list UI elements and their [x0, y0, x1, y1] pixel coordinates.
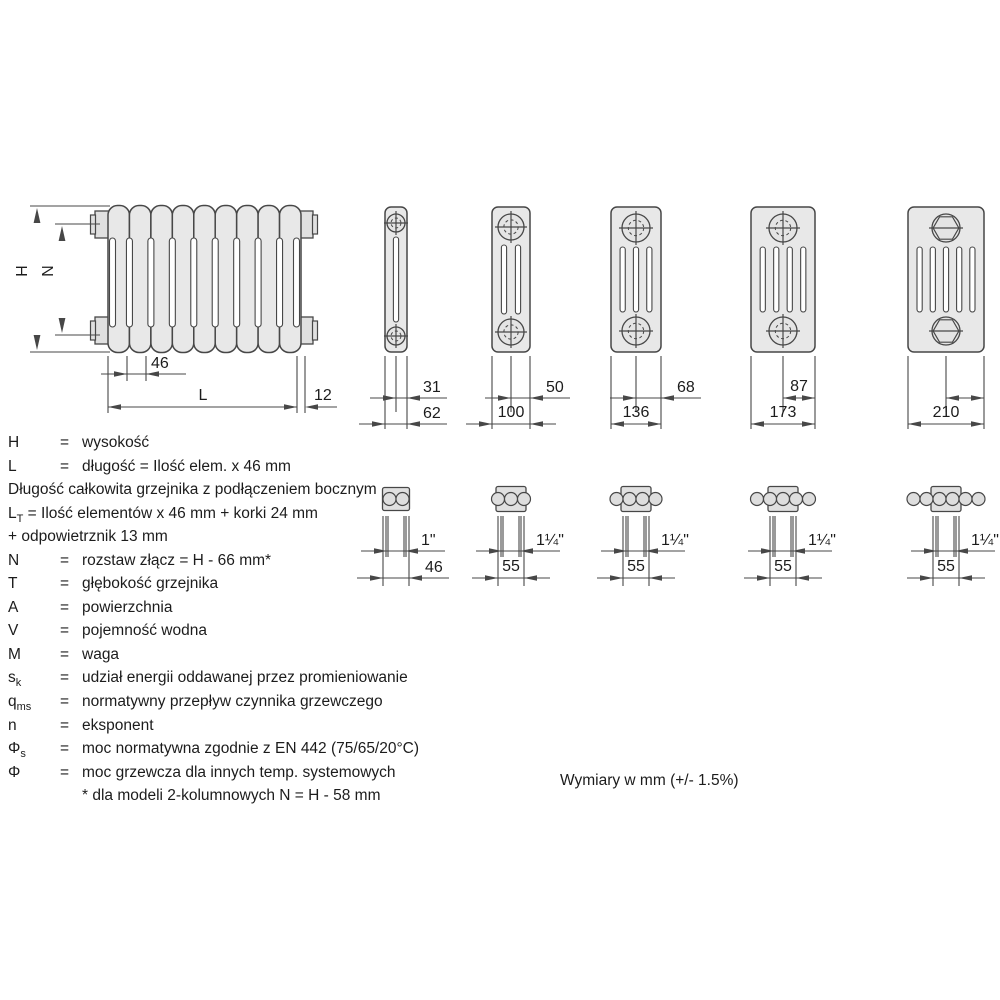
legend-row	[8, 784, 508, 808]
legend-description: rozstaw złącz = H - 66 mm*	[82, 551, 272, 569]
top-view-column-circle	[518, 493, 531, 506]
section-slot	[774, 247, 779, 312]
top-view-column-circle	[790, 493, 803, 506]
dimensions-note: Wymiary w mm (+/- 1.5%)	[560, 772, 739, 789]
element-slot	[191, 238, 197, 327]
dim-connection-5col	[744, 516, 836, 586]
connection-size-label: 1¼"	[661, 532, 689, 549]
top-view-column-circle	[623, 493, 636, 506]
legend-row	[8, 690, 508, 714]
legend-row	[8, 478, 508, 502]
legend-description: waga	[82, 645, 120, 663]
legend-symbol: M	[8, 645, 21, 663]
element-slot	[277, 238, 283, 327]
cross-section-6col	[908, 207, 984, 352]
section-slot	[787, 247, 792, 312]
depth-total-label: 136	[622, 404, 650, 421]
legend-row	[8, 572, 508, 596]
cross-section-5col	[751, 207, 815, 352]
top-view-4col	[610, 487, 662, 512]
legend-symbol: Φ	[8, 763, 21, 781]
element-pitch-label: 46	[425, 559, 443, 576]
top-view-column-circle	[777, 493, 790, 506]
section-slot	[515, 245, 520, 314]
legend-equals: =	[60, 693, 70, 711]
top-view-column-circle	[764, 493, 777, 506]
legend-description: normatywny przepływ czynnika grzewczego	[82, 693, 383, 711]
legend-row	[8, 596, 508, 620]
dim-depth-5col	[751, 356, 815, 429]
connection-size-label: 1¼"	[808, 532, 836, 549]
legend-row	[8, 619, 508, 643]
section-slot	[501, 245, 506, 314]
top-view-column-circle	[972, 493, 985, 506]
top-view-5col	[751, 487, 816, 512]
legend-description: wysokość	[82, 434, 150, 451]
section-slot	[930, 247, 935, 312]
dim-label-element-pitch: 46	[151, 355, 169, 372]
top-view-column-circle	[920, 493, 933, 506]
bushing-cap	[313, 321, 318, 340]
depth-total-label: 100	[497, 404, 525, 421]
element-pitch-label: 55	[774, 558, 792, 575]
section-slot	[393, 237, 398, 322]
connection-size-label: 1"	[421, 532, 436, 549]
legend-row	[8, 549, 508, 573]
legend-symbol: V	[8, 622, 19, 640]
element-slot	[294, 238, 300, 327]
legend-row	[8, 502, 508, 526]
legend-description: moc normatywna zgodnie z EN 442 (75/65/20°C)	[82, 740, 420, 758]
legend-equals: =	[60, 457, 70, 475]
dim-connection-6col	[907, 516, 999, 586]
dim-depth-3col	[466, 356, 570, 429]
front-view-radiator	[91, 206, 318, 353]
legend-equals: =	[60, 575, 70, 593]
section-slot	[801, 247, 806, 312]
depth-half-label: 31	[423, 379, 441, 396]
connection-size-label: 1¼"	[971, 532, 999, 549]
top-view-column-circle	[933, 493, 946, 506]
legend-symbol: L	[8, 457, 17, 475]
legend-text: $L_T$ = Ilość elementów x 46 mm + korki 24 mm	[8, 504, 318, 525]
element-slot	[148, 238, 154, 327]
element-slot	[126, 238, 132, 327]
dim-label-spacing: N	[38, 265, 55, 277]
legend-row	[8, 666, 508, 690]
dim-label-side-stub: 12	[314, 387, 332, 404]
legend-symbol: N	[8, 551, 20, 569]
legend-row	[8, 643, 508, 667]
top-view-column-circle	[959, 493, 972, 506]
element-slot	[110, 238, 116, 327]
section-slot	[647, 247, 652, 312]
section-slot	[943, 247, 948, 312]
legend-description: eksponent	[82, 716, 154, 734]
element-pitch-label: 55	[937, 558, 955, 575]
legend-equals: =	[60, 434, 70, 451]
depth-total-label: 210	[932, 404, 960, 421]
top-view-6col	[907, 487, 985, 512]
depth-half-label: 87	[790, 378, 808, 395]
element-pitch-label: 55	[502, 558, 520, 575]
section-slot	[917, 247, 922, 312]
legend-equals: =	[60, 551, 70, 569]
dim-depth-2col	[359, 356, 447, 429]
legend-equals: =	[60, 740, 70, 758]
legend-footnote: * dla modeli 2-kolumnowych N = H - 58 mm	[82, 787, 381, 805]
legend-equals: =	[60, 716, 70, 734]
legend-description: powierzchnia	[82, 598, 173, 616]
dim-label-length: L	[198, 387, 208, 404]
dim-depth-4col	[610, 356, 701, 429]
cross-section-2col	[384, 207, 408, 352]
cross-section-3col	[492, 207, 530, 352]
legend-description: pojemność wodna	[82, 622, 207, 640]
depth-half-label: 68	[677, 379, 695, 396]
depth-total-label: 173	[769, 404, 797, 421]
legend-equals: =	[60, 645, 70, 663]
section-slot	[760, 247, 765, 312]
element-slot	[234, 238, 240, 327]
top-view-column-circle	[946, 493, 959, 506]
legend-symbol: n	[8, 716, 17, 734]
section-slot	[970, 247, 975, 312]
legend-symbol: $\Phi_s$	[8, 740, 26, 761]
legend-symbol: H	[8, 434, 20, 451]
element-pitch-label: 55	[627, 558, 645, 575]
dim-connection-4col	[597, 516, 689, 586]
cross-section-4col	[611, 207, 661, 352]
legend-equals: =	[60, 598, 70, 616]
bushing-cap	[313, 215, 318, 234]
connection-size-label: 1¼"	[536, 532, 564, 549]
legend-equals: =	[60, 763, 70, 781]
legend-description: moc grzewcza dla innych temp. systemowych	[82, 763, 396, 781]
dim-depth-6col	[908, 356, 1000, 429]
element-slot	[169, 238, 175, 327]
legend-row	[8, 714, 508, 738]
top-view-column-circle	[907, 493, 920, 506]
connection-bushing	[95, 317, 109, 344]
section-slot	[620, 247, 625, 312]
top-view-column-circle	[751, 493, 764, 506]
legend-symbol: $s_k$	[8, 669, 22, 690]
dim-label-height: H	[12, 265, 29, 277]
legend-description: udział energii oddawanej przez promieniowanie	[82, 669, 408, 687]
legend-equals: =	[60, 622, 70, 640]
top-view-column-circle	[803, 493, 816, 506]
dim-length-group	[101, 356, 337, 413]
section-slot	[957, 247, 962, 312]
depth-half-label: 50	[546, 379, 564, 396]
legend	[8, 431, 508, 808]
legend-equals: =	[60, 669, 70, 687]
legend-row	[8, 525, 508, 549]
top-view-column-circle	[649, 493, 662, 506]
legend-symbol: T	[8, 575, 18, 593]
section-slot	[633, 247, 638, 312]
depth-total-label: 62	[423, 405, 441, 422]
element-slot	[255, 238, 261, 327]
legend-row	[8, 455, 508, 479]
legend-text: Długość całkowita grzejnika z podłączeniem bocznym	[8, 481, 377, 499]
legend-text: + odpowietrznik 13 mm	[8, 528, 168, 546]
legend-row	[8, 761, 508, 785]
bushing-cap	[91, 321, 96, 340]
legend-symbol: $q_{ms}$	[8, 693, 32, 714]
legend-row	[8, 737, 508, 761]
legend-description: głębokość grzejnika	[82, 575, 219, 593]
element-slot	[212, 238, 218, 327]
legend-symbol: A	[8, 598, 19, 616]
legend-description: długość = Ilość elem. x 46 mm	[82, 457, 291, 475]
top-view-column-circle	[636, 493, 649, 506]
legend-row	[8, 431, 508, 455]
top-view-column-circle	[610, 493, 623, 506]
